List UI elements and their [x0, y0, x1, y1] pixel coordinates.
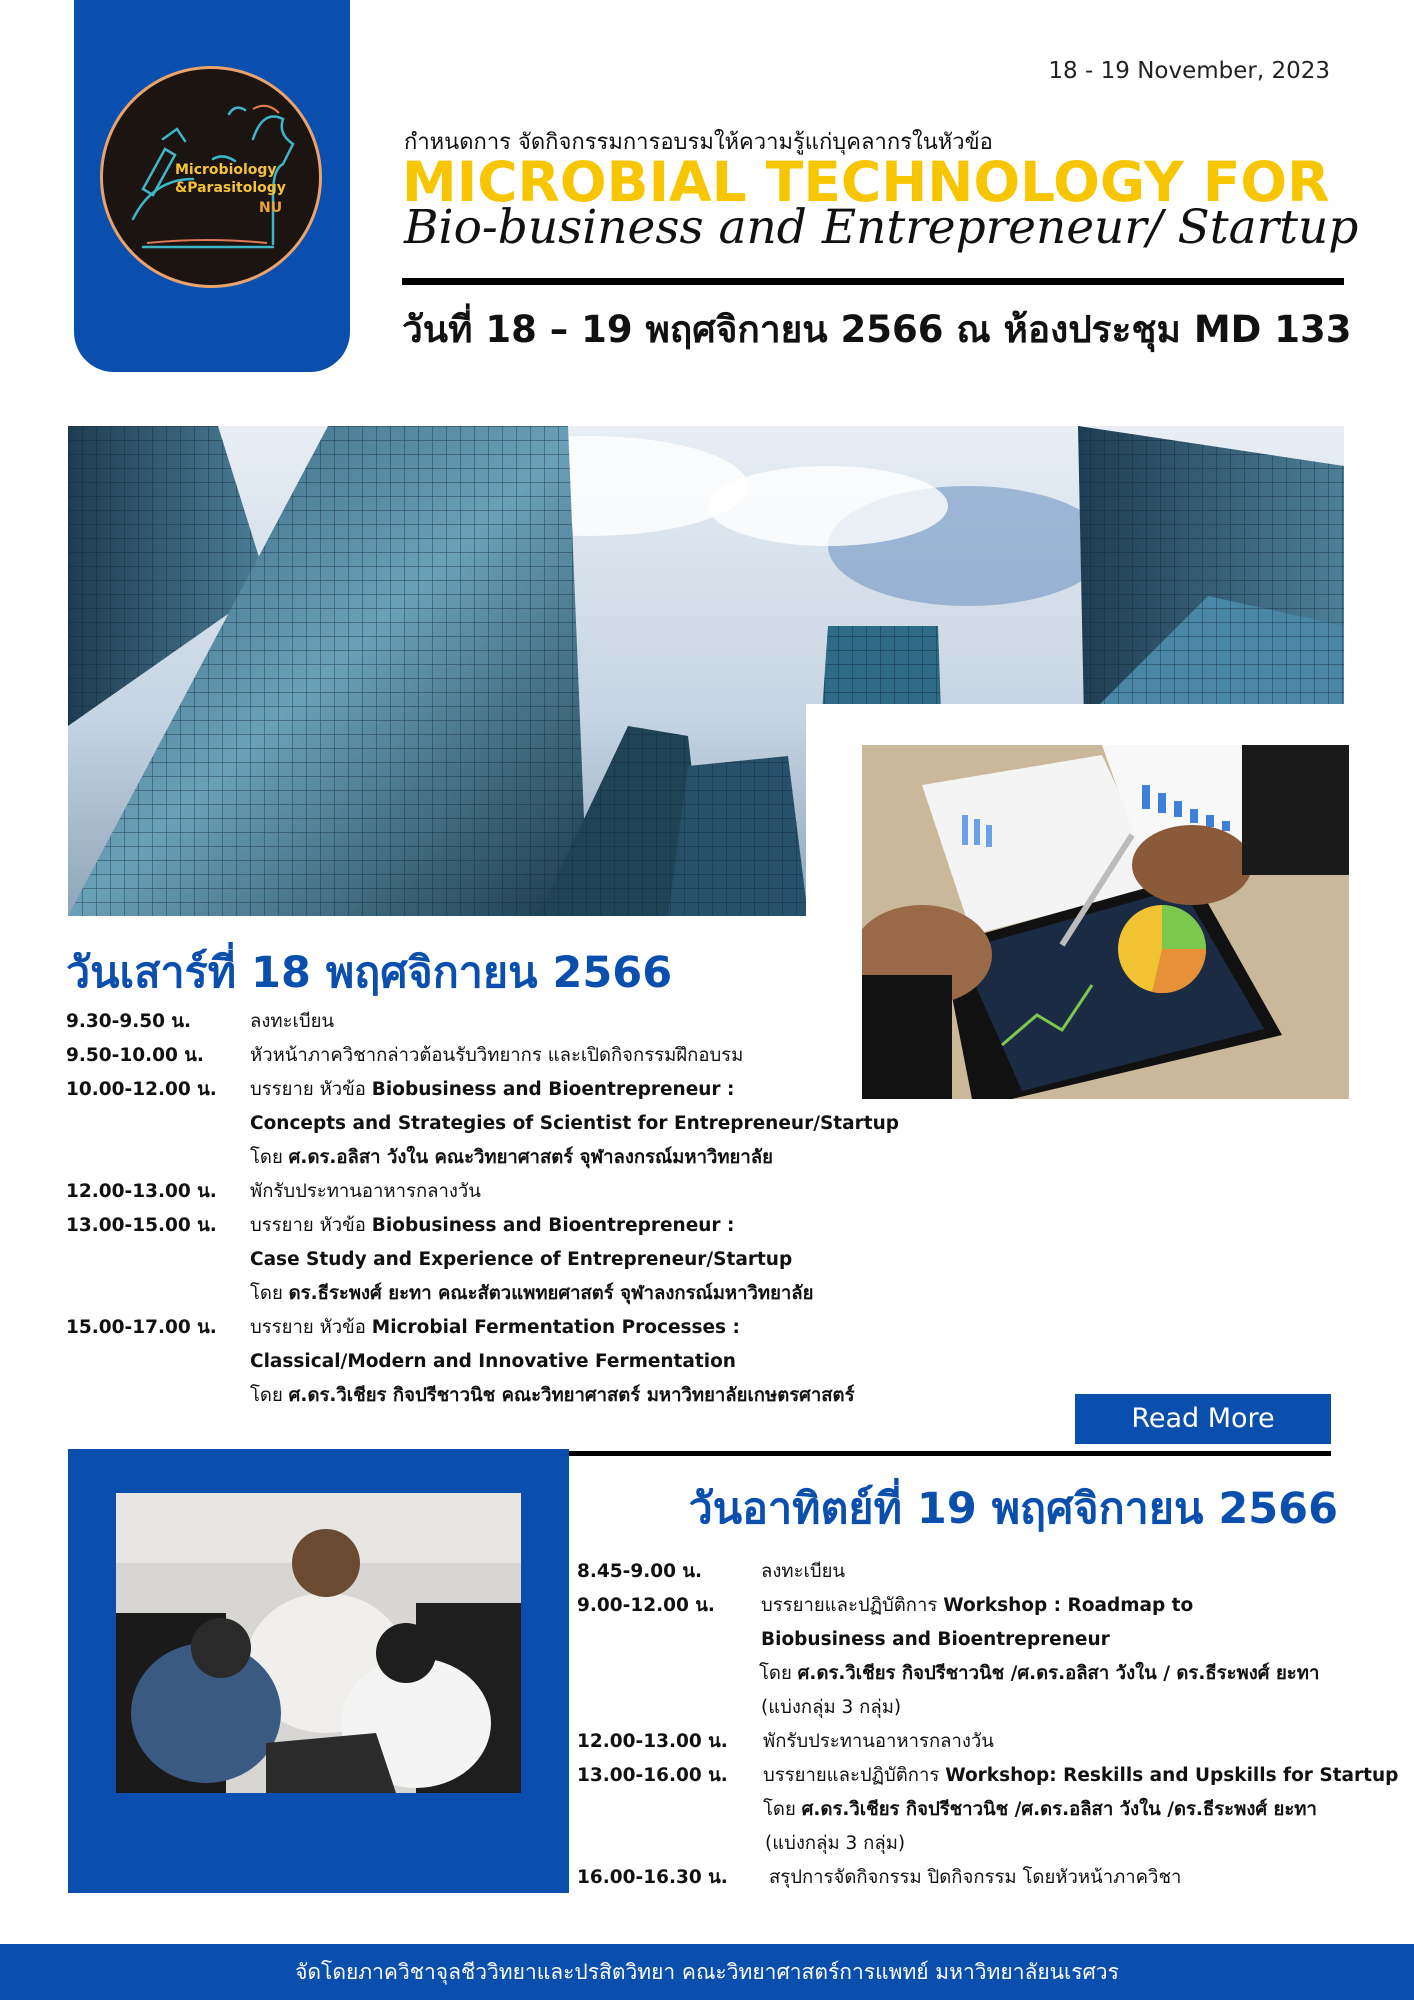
day1-time-5: 13.00-15.00 น. — [66, 1215, 217, 1236]
divider — [568, 1451, 1331, 1456]
day1-activity-4: พักรับประทานอาหารกลางวัน — [250, 1181, 481, 1202]
day1-time-3: 10.00-12.00 น. — [66, 1079, 217, 1100]
day1-activity-5-line2: Case Study and Experience of Entrepreneur/Startup — [250, 1249, 793, 1270]
day2-activity-2-line1: บรรยายและปฏิบัติการ Workshop : Roadmap to — [761, 1595, 1194, 1616]
subtitle: กำหนดการ จัดกิจกรรมการอบรมให้ความรู้แก่บุคลากรในหัวข้อ — [404, 130, 993, 155]
day2-group-note-4: (แบ่งกลุ่ม 3 กลุ่ม) — [765, 1833, 906, 1854]
logo-text-line3: NU — [259, 200, 283, 216]
day2-speakers-2: โดย ศ.ดร.วิเชียร กิจปรีชาวนิช /ศ.ดร.อลิสา วังใน / ดร.ธีระพงศ์ ยะทา — [759, 1663, 1320, 1684]
event-date: 18 - 19 November, 2023 — [1048, 58, 1330, 84]
day1-heading: วันเสาร์ที่ 18 พฤศจิกายน 2566 — [66, 948, 673, 998]
footer-organizer: จัดโดยภาควิชาจุลชีววิทยาและปรสิตวิทยา คณะวิทยาศาสตร์การแพทย์ มหาวิทยาลัยนเรศวร — [0, 1944, 1414, 2000]
day1-activity-5-line1: บรรยาย หัวข้อ Biobusiness and Bioentrepreneur : — [250, 1215, 735, 1236]
business-chart-photo — [862, 745, 1349, 1099]
day1-activity-1: ลงทะเบียน — [250, 1011, 335, 1032]
read-more-button[interactable]: Read More — [1075, 1394, 1331, 1444]
day2-activity-5: สรุปการจัดกิจกรรม ปิดกิจกรรม โดยหัวหน้าภาควิชา — [769, 1867, 1182, 1888]
day2-time-1: 8.45-9.00 น. — [577, 1561, 703, 1582]
day2-activity-4: บรรยายและปฏิบัติการ Workshop: Reskills and Upskills for Startup — [763, 1765, 1399, 1786]
date-venue: วันที่ 18 – 19 พฤศจิกายน 2566 ณ ห้องประชุม MD 133 — [402, 308, 1352, 351]
day2-activity-1: ลงทะเบียน — [761, 1561, 846, 1582]
day2-activity-3: พักรับประทานอาหารกลางวัน — [763, 1731, 994, 1752]
department-logo — [100, 66, 322, 288]
day2-time-3: 12.00-13.00 น. — [577, 1731, 728, 1752]
day1-activity-2: หัวหน้าภาควิชากล่าวต้อนรับวิทยากร และเปิดกิจกรรมฝึกอบรม — [250, 1045, 744, 1066]
logo-text-line2: &Parasitology — [175, 180, 286, 196]
day2-time-4: 13.00-16.00 น. — [577, 1765, 728, 1786]
day2-speakers-4: โดย ศ.ดร.วิเชียร กิจปรีชาวนิช /ศ.ดร.อลิสา วังใน /ดร.ธีระพงศ์ ยะทา — [763, 1799, 1317, 1820]
day1-time-2: 9.50-10.00 น. — [66, 1045, 204, 1066]
logo-text-line1: Microbiology — [175, 162, 277, 178]
day1-speaker-5: โดย ดร.ธีระพงศ์ ยะทา คณะสัตวแพทยศาสตร์ จุฬาลงกรณ์มหาวิทยาลัย — [250, 1283, 814, 1304]
day1-activity-3-line2: Concepts and Strategies of Scientist for Entrepreneur/Startup — [250, 1113, 899, 1134]
day1-time-6: 15.00-17.00 น. — [66, 1317, 217, 1338]
script-title: Bio-business and Entrepreneur/ Startup — [404, 200, 1359, 255]
main-title: MICROBIAL TECHNOLOGY FOR — [402, 150, 1330, 214]
day2-activity-2-line2: Biobusiness and Bioentrepreneur — [761, 1629, 1110, 1650]
day1-speaker-6: โดย ศ.ดร.วิเชียร กิจปรีชาวนิช คณะวิทยาศาสตร์ มหาวิทยาลัยเกษตรศาสตร์ — [250, 1385, 855, 1406]
day2-heading: วันอาทิตย์ที่ 19 พฤศจิกายน 2566 — [688, 1484, 1338, 1534]
day2-time-2: 9.00-12.00 น. — [577, 1595, 715, 1616]
day2-time-5: 16.00-16.30 น. — [577, 1867, 728, 1888]
day1-activity-6-line2: Classical/Modern and Innovative Fermentation — [250, 1351, 736, 1372]
day2-group-note-2: (แบ่งกลุ่ม 3 กลุ่ม) — [761, 1697, 902, 1718]
day1-activity-6-line1: บรรยาย หัวข้อ Microbial Fermentation Processes : — [250, 1317, 740, 1338]
day1-time-4: 12.00-13.00 น. — [66, 1181, 217, 1202]
team-photo — [116, 1493, 521, 1793]
day1-time-1: 9.30-9.50 น. — [66, 1011, 192, 1032]
day1-activity-3-line1: บรรยาย หัวข้อ Biobusiness and Bioentrepreneur : — [250, 1079, 735, 1100]
divider — [402, 278, 1344, 285]
day1-speaker-3: โดย ศ.ดร.อลิสา วังใน คณะวิทยาศาสตร์ จุฬาลงกรณ์มหาวิทยาลัย — [250, 1147, 773, 1168]
